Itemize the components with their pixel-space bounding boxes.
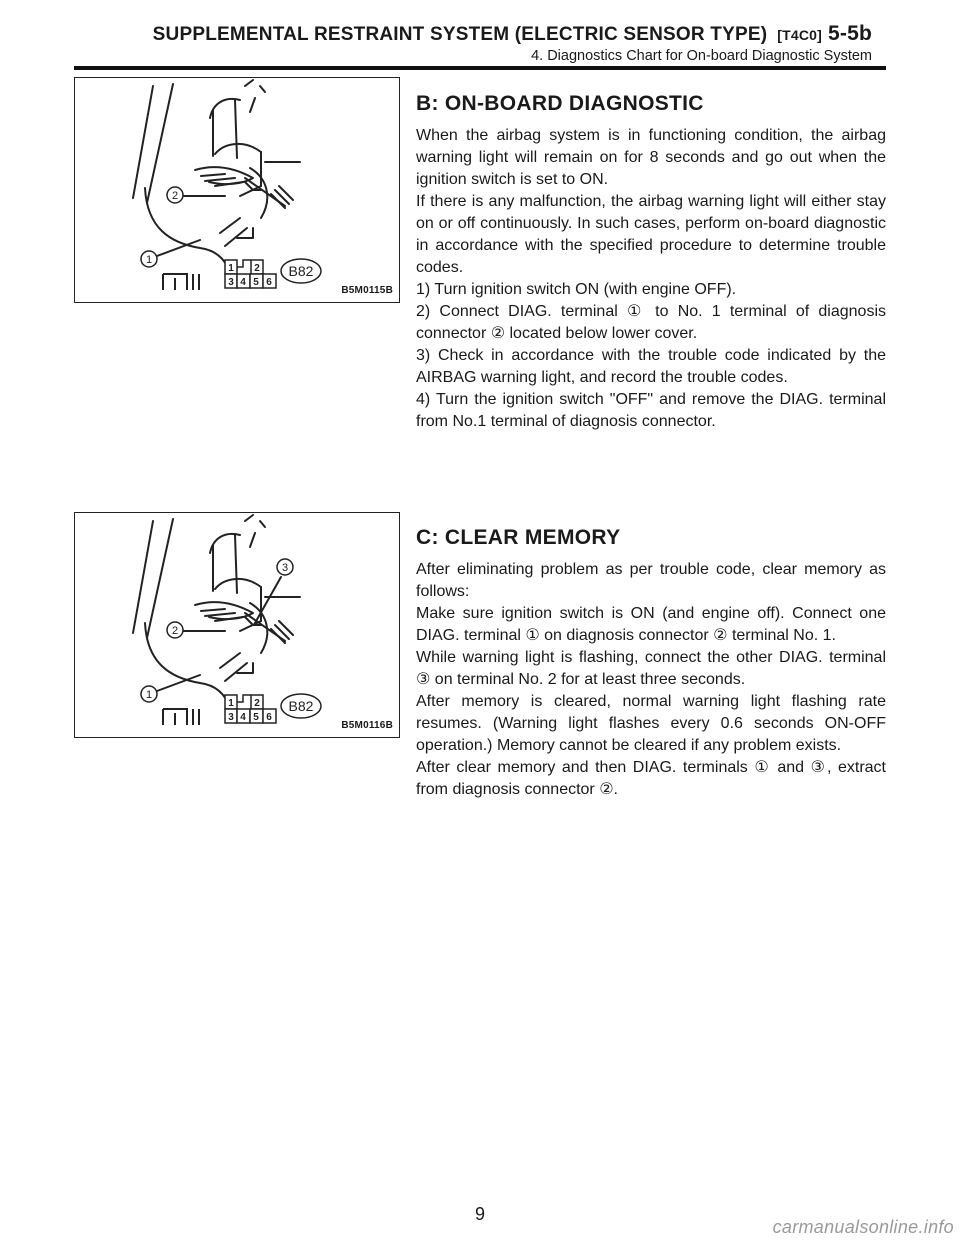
header-subtitle: 4. Diagnostics Chart for On-board Diagnostic System [531, 48, 872, 64]
paragraph: After clear memory and then DIAG. terminals ① and ③, extract from diagnosis connector ②. [416, 759, 886, 798]
svg-text:3: 3 [281, 562, 289, 574]
svg-text:5: 5 [253, 277, 259, 288]
paragraph: If there is any malfunction, the airbag warning light will either stay on or off continuously. In such cases, perform on-board diagnostic in accordance with the specified procedure to determine trouble codes. [416, 193, 886, 276]
step: 4) Turn the ignition switch "OFF" and remove the DIAG. terminal from No.1 terminal of diagnosis connector. [416, 391, 886, 430]
svg-text:2: 2 [254, 263, 260, 274]
svg-text:2: 2 [171, 190, 179, 202]
connector-label: B82 [288, 263, 314, 279]
section-clear-memory [416, 526, 886, 801]
svg-text:6: 6 [266, 712, 272, 723]
paragraph: Make sure ignition switch is ON (and engine off). Connect one DIAG. terminal ① on diagnosis connector ② terminal No. 1. [416, 605, 886, 644]
header-page-ref: 5-5b [828, 22, 872, 45]
watermark: carmanualsonline.info [772, 1217, 954, 1237]
svg-text:4: 4 [240, 712, 246, 723]
section-heading: B: ON-BOARD DIAGNOSTIC [416, 92, 704, 115]
connector-illustration-1 [75, 78, 401, 304]
paragraph: After eliminating problem as per trouble code, clear memory as follows: [416, 561, 886, 600]
figure-diagnosis-connector-2 [74, 512, 400, 738]
header-title: SUPPLEMENTAL RESTRAINT SYSTEM (ELECTRIC SENSOR TYPE) [152, 24, 768, 45]
figure-caption: B5M0116B [341, 720, 393, 731]
svg-text:1: 1 [145, 254, 153, 266]
svg-text:5: 5 [253, 712, 259, 723]
svg-text:2: 2 [171, 625, 179, 637]
connector-illustration-2 [75, 513, 401, 739]
paragraph: While warning light is flashing, connect the other DIAG. terminal ③ on terminal No. 2 for at least three seconds. [416, 649, 886, 688]
figure-caption: B5M0115B [341, 285, 393, 296]
svg-text:2: 2 [254, 698, 260, 709]
step: 1) Turn ignition switch ON (with engine OFF). [416, 281, 737, 298]
svg-text:1: 1 [228, 263, 234, 274]
paragraph: When the airbag system is in functioning condition, the airbag warning light will remain on for 8 seconds and go out when the ignition switch is set to ON. [416, 127, 886, 188]
section-heading: C: CLEAR MEMORY [416, 526, 621, 549]
section-on-board-diagnostic [416, 92, 886, 433]
svg-text:1: 1 [145, 689, 153, 701]
svg-text:4: 4 [240, 277, 246, 288]
svg-text:6: 6 [266, 277, 272, 288]
svg-text:3: 3 [228, 712, 234, 723]
page-number: 9 [474, 1204, 485, 1224]
svg-text:3: 3 [228, 277, 234, 288]
paragraph: After memory is cleared, normal warning light flashing rate resumes. (Warning light flashes every 0.6 seconds ON-OFF operation.) Memory cannot be cleared if any problem exists. [416, 693, 886, 754]
step: 3) Check in accordance with the trouble code indicated by the AIRBAG warning light, and record the trouble codes. [416, 347, 886, 386]
step: 2) Connect DIAG. terminal ① to No. 1 terminal of diagnosis connector ② located below lower cover. [416, 303, 886, 342]
header-code: [T4C0] [777, 27, 823, 43]
figure-diagnosis-connector-1 [74, 77, 400, 303]
header-title-line [153, 22, 872, 46]
header-rule [74, 66, 886, 70]
connector-label: B82 [288, 698, 314, 714]
svg-text:1: 1 [228, 698, 234, 709]
